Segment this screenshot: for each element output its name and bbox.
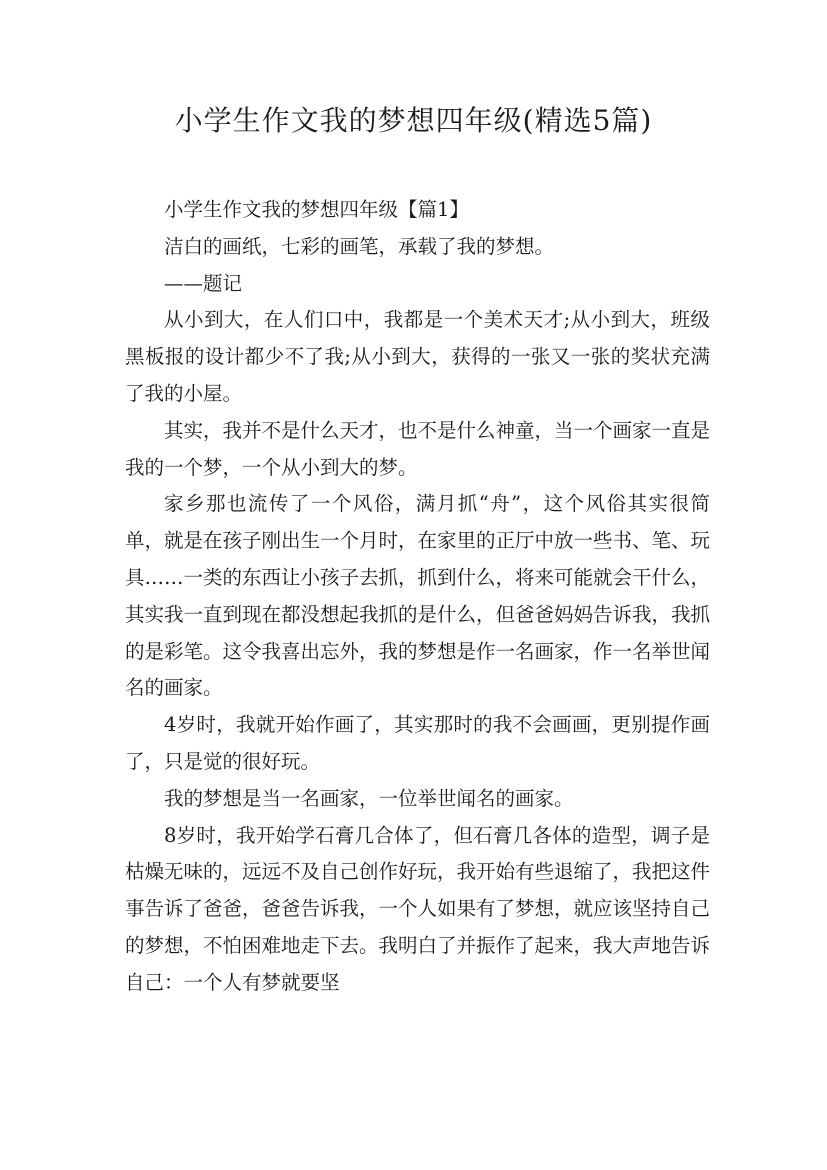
paragraph: ——题记: [164, 271, 243, 295]
paragraph: 其实，我并不是什么天才，也不是什么神童，当一个画家一直是我的一个梦，一个从小到大的梦。: [125, 418, 711, 479]
paragraph: 8岁时，我开始学石膏几合体了，但石膏几各体的造型，调子是枯燥无味的，远远不及自己创作好玩，我开始有些退缩了，我把这件事告诉了爸爸，爸爸告诉我，一个人如果有了梦想，就应该坚持自己的梦想，不怕困难地走下去。我明白了并振作了起来，我大声地告诉自己：一个人有梦就要坚: [125, 823, 711, 994]
paragraph: 洁白的画纸，七彩的画笔，承载了我的梦想。: [164, 234, 555, 258]
paragraph: 从小到大，在人们口中，我都是一个美术天才;从小到大，班级黑板报的设计都少不了我;从小到大，获得的一张又一张的奖状充满了我的小屋。: [125, 308, 710, 405]
paragraph: 4岁时，我就开始作画了，其实那时的我不会画画，更别提作画了，只是觉的很好玩。: [125, 713, 710, 773]
paragraph: 家乡那也流传了一个风俗，满月抓“舟”，这个风俗其实很简单，就是在孩子刚出生一个月时，在家里的正厅中放一些书、笔、玩具……一类的东西让小孩子去抓，抓到什么，将来可能就会干什么，其实我一直到现在都没想起我抓的是什么，但爸爸妈妈告诉我，我抓的是彩笔。这令我喜出忘外，我的梦想是作一名画家，作一名举世闻名的画家。: [125, 492, 711, 700]
paragraph: 我的梦想是当一名画家，一位举世闻名的画家。: [164, 786, 574, 810]
document-title: 小学生作文我的梦想四年级(精选5篇): [174, 104, 653, 137]
document-body: [125, 192, 710, 1002]
section-heading: 小学生作文我的梦想四年级【篇1】: [164, 198, 469, 221]
